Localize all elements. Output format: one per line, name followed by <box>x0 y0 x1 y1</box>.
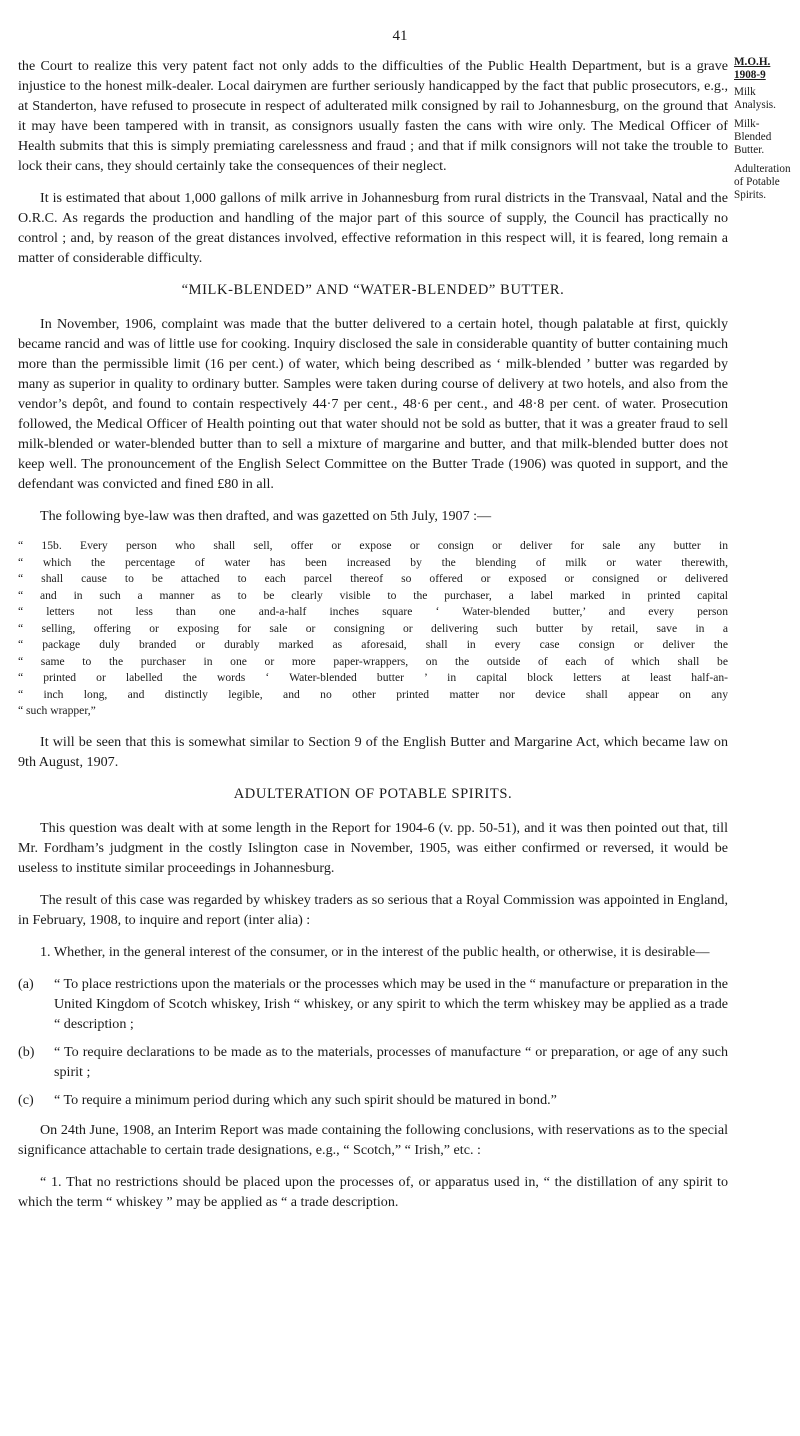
bylaw-line: “ package duly branded or durably marked as aforesaid, shall in every case consign or deliver the <box>18 638 728 651</box>
sidenote-milk-blended-butter: Milk-Blended Butter. <box>734 118 772 156</box>
bylaw-line: “ shall cause to be attached to each parcel thereof so offered or exposed or consigned or delivered <box>18 572 728 585</box>
bylaw-line: “ which the percentage of water has been increased by the blending of milk or water therewith, <box>18 555 728 569</box>
bylaw-line: “ and in such a manner as to be clearly visible to the purchaser, a label marked in printed capital <box>18 588 728 602</box>
main-text <box>18 56 728 1224</box>
paragraph-interim-report: On 24th June, 1908, an Interim Report was made containing the following conclusions, with reservations as to the special significance attachable to certain trade designations, e.g., “ Scotch,” “ Irish,” etc. : <box>18 1121 728 1158</box>
item-text: “ To place restrictions upon the materials or the processes which may be used in the “ manufacture or preparation in the United Kingdom of Scotch whiskey, Irish “ whiskey, or any spirit to which the term whiskey may be applied as a trade “ description ; <box>54 975 728 1032</box>
sidenote-milk-analysis: Milk Analysis. <box>734 86 776 111</box>
list-item <box>18 1042 728 1082</box>
bylaw-line: “ 15b. Every person who shall sell, offer or expose or consign or deliver for sale any butter in <box>18 539 728 552</box>
paragraph-milk-prosecution: the Court to realize this very patent fact not only adds to the difficulties of the Public Health Department, but is a grave injustice to the honest milk-dealer. Local dairymen are further seriously handicapped by the fact that public prosecutors, e.g., at Standerton, have refused to prosecute in respect of adulterated milk consigned by rail to Johannesburg, on the ground that it may have been tampered with in transit, as consignors usually fasten the cans with wire only. The Medical Officer of Health submits that this is simply premiating carelessness and fraud ; and that if milk consignors will not take the trouble to lock their cans, they should certainly take the consequences of their neglect. <box>18 58 728 174</box>
paragraph-royal-commission: The result of this case was regarded by whiskey traders as so serious that a Royal Commission was appointed in England, in February, 1908, to inquire and report (inter alia) : <box>18 891 728 928</box>
bylaw-line: “ letters not less than one and-a-half inches square ‘ Water-blended butter,’ and every person <box>18 605 728 618</box>
sidenote-adulteration-spirits: Adulteration of Potable Spirits. <box>734 163 791 201</box>
bylaw-line: “ inch long, and distinctly legible, and no other printed matter nor device shall appear on any <box>18 687 728 701</box>
item-label: (b) <box>18 1043 35 1060</box>
report-reference: M.O.H. 1908-9 <box>734 56 771 81</box>
list-item <box>18 1090 728 1110</box>
paragraph-butter-act: It will be seen that this is somewhat similar to Section 9 of the English Butter and Margarine Act, which became law on 9th August, 1907. <box>18 733 728 770</box>
paragraph-islington-case: This question was dealt with at some length in the Report for 1904-6 (v. pp. 50-51), and it was then pointed out that, till Mr. Fordham’s judgment in the costly Islington case in November, 1905, was either confirmed or reversed, it would be useless to institute similar proceedings in Johannesburg. <box>18 819 728 876</box>
sidenotes <box>734 56 796 208</box>
bylaw-line: “ such wrapper,” <box>18 704 96 717</box>
paragraph-milk-supply: It is estimated that about 1,000 gallons of milk arrive in Johannesburg from rural districts in the Transvaal, Natal and the O.R.C. As regards the production and handling of the major part of this source of supply, the Council has practically no control ; and, by reason of the great distances involved, effective reformation in this respect will, it is feared, long remain a matter of considerable difficulty. <box>18 190 728 266</box>
paragraph-commission-question: 1. Whether, in the general interest of the consumer, or in the interest of the public health, or otherwise, it is desirable— <box>40 943 710 960</box>
item-label: (c) <box>18 1091 34 1108</box>
paragraph-butter-complaint: In November, 1906, complaint was made that the butter delivered to a certain hotel, though palatable at first, quickly became rancid and was of little use for cooking. Inquiry disclosed the sale in considerable quantity of butter containing much more than the permissible limit (16 per cent.) of water, which being described as ‘ milk-blended ’ butter was regarded by many as superior in quality to ordinary butter. Samples were taken during course of delivery at two hotels, and also from the vendor’s depôt, and found to contain respectively 44·7 per cent., 48·6 per cent., and 48·8 per cent. of water. Prosecution followed, the Medical Officer of Health pointing out that water should not be sold as butter, that it was a greater fraud to sell milk-blended or water-blended butter than to sell a mixture of margarine and butter, and that milk-blended butter does not keep well. The pronouncement of the English Select Committee on the Butter Trade (1906) was quoted in support, and the defendant was convicted and fined £80 in all. <box>18 316 728 492</box>
commission-items <box>18 974 728 1110</box>
heading-potable-spirits: ADULTERATION OF POTABLE SPIRITS. <box>233 785 513 802</box>
page-number: 41 <box>392 28 408 44</box>
item-text: “ To require a minimum period during which any such spirit should be matured in bond.” <box>54 1091 557 1108</box>
paragraph-bylaw-intro: The following bye-law was then drafted, and was gazetted on 5th July, 1907 :— <box>40 508 492 524</box>
paragraph-conclusion-1: “ 1. That no restrictions should be placed upon the processes of, or apparatus used in, “ the distillation of any spirit to which the term “ whiskey ” may be applied as “ a trade description. <box>18 1173 728 1210</box>
list-item <box>18 974 728 1034</box>
heading-milk-blended-butter: “MILK-BLENDED” AND “WATER-BLENDED” BUTTER. <box>181 282 565 298</box>
bylaw-line: “ same to the purchaser in one or more paper-wrappers, on the outside of each of which shall be <box>18 654 728 668</box>
item-text: “ To require declarations to be made as to the materials, processes of manufacture “ or preparation, or age of any such spirit ; <box>54 1043 728 1080</box>
bylaw-line: “ printed or labelled the words ‘ Water-blended butter ’ in capital block letters at least half-an- <box>18 671 728 684</box>
bylaw-line: “ selling, offering or exposing for sale or consigning or delivering such butter by retail, save in a <box>18 621 728 635</box>
bylaw-quote <box>18 538 728 720</box>
item-label: (a) <box>18 975 34 992</box>
